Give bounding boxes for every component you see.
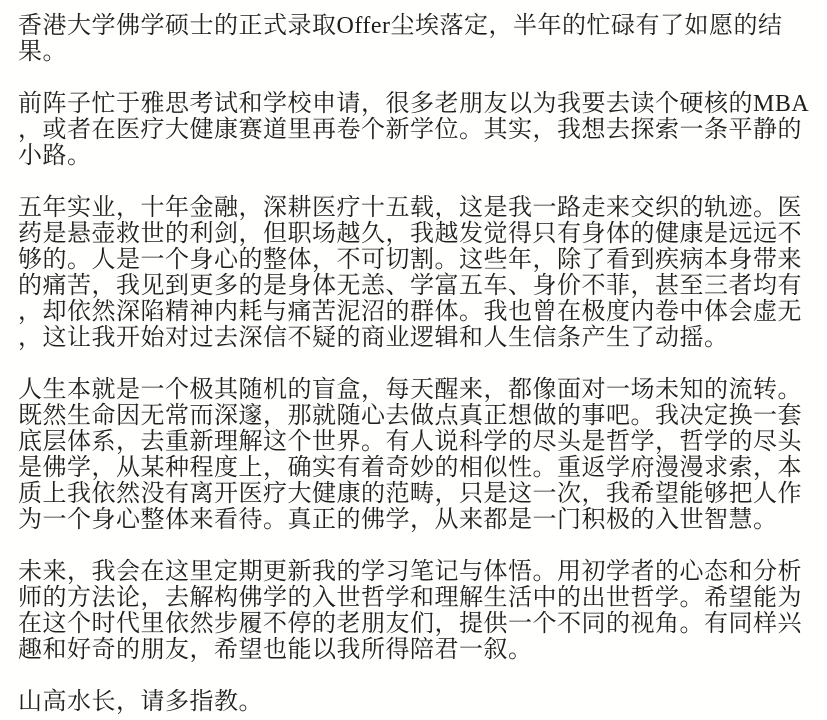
text-line: ，或者在医疗大健康赛道里再卷个新学位。其实，我想去探索一条平静的 [18, 117, 802, 143]
paragraph-ielts-application [18, 91, 812, 169]
text-line: 五年实业，十年金融，深耕医疗十五载，这是我一路走来交织的轨迹。医 [18, 195, 802, 221]
text-line: 够的。人是一个身心的整体，不可切割。这些年，除了看到疾病本身带来 [18, 247, 802, 273]
text-line: 香港大学佛学硕士的正式录取Offer尘埃落定，半年的忙碌有了如愿的结 [18, 13, 783, 39]
paragraph-career-reflection [18, 195, 812, 351]
paragraph-offer-result [18, 13, 812, 65]
text-line: 未来，我会在这里定期更新我的学习笔记与体悟。用初学者的心态和分析 [18, 559, 802, 585]
text-line: 是佛学，从某种程度上，确实有着奇妙的相似性。重返学府漫漫求索，本 [18, 455, 802, 481]
text-line: 为一个身心整体来看待。真正的佛学，从来都是一门积极的入世智慧。 [18, 507, 778, 533]
text-line: 前阵子忙于雅思考试和学校申请，很多老朋友以为我要去读个硬核的MBA [18, 91, 810, 117]
text-line: 药是悬壶救世的利剑，但职场越久，我越发觉得只有身体的健康是远远不 [18, 221, 802, 247]
text-line: 质上我依然没有离开医疗大健康的范畴，只是这一次，我希望能够把人作 [18, 481, 802, 507]
text-line: 山高水长，请多指教。 [18, 689, 263, 715]
paragraph-life-philosophy [18, 377, 812, 533]
text-line: 师的方法论，去解构佛学的入世哲学和理解生活中的出世哲学。希望能为 [18, 585, 802, 611]
text-line: 果。 [18, 39, 67, 65]
text-line: ，这让我开始对过去深信不疑的商业逻辑和人生信条产生了动摇。 [18, 325, 729, 351]
paragraph-future-plans [18, 559, 812, 663]
text-line: 趣和好奇的朋友，希望也能以我所得陪君一叙。 [18, 637, 533, 663]
text-line: 的痛苦，我见到更多的是身体无恙、学富五车、身价不菲，甚至三者均有 [18, 273, 802, 299]
paragraph-closing [18, 689, 812, 715]
text-line: 既然生命因无常而深邃，那就随心去做点真正想做的事吧。我决定换一套 [18, 403, 802, 429]
text-line: 底层体系，去重新理解这个世界。有人说科学的尽头是哲学，哲学的尽头 [18, 429, 802, 455]
text-line: 人生本就是一个极其随机的盲盒，每天醒来，都像面对一场未知的流转。 [18, 377, 802, 403]
text-line: ，却依然深陷精神内耗与痛苦泥沼的群体。我也曾在极度内卷中体会虚无 [18, 299, 802, 325]
text-line: 小路。 [18, 143, 92, 169]
text-line: 在这个时代里依然步履不停的老朋友们，提供一个不同的视角。有同样兴 [18, 611, 802, 637]
